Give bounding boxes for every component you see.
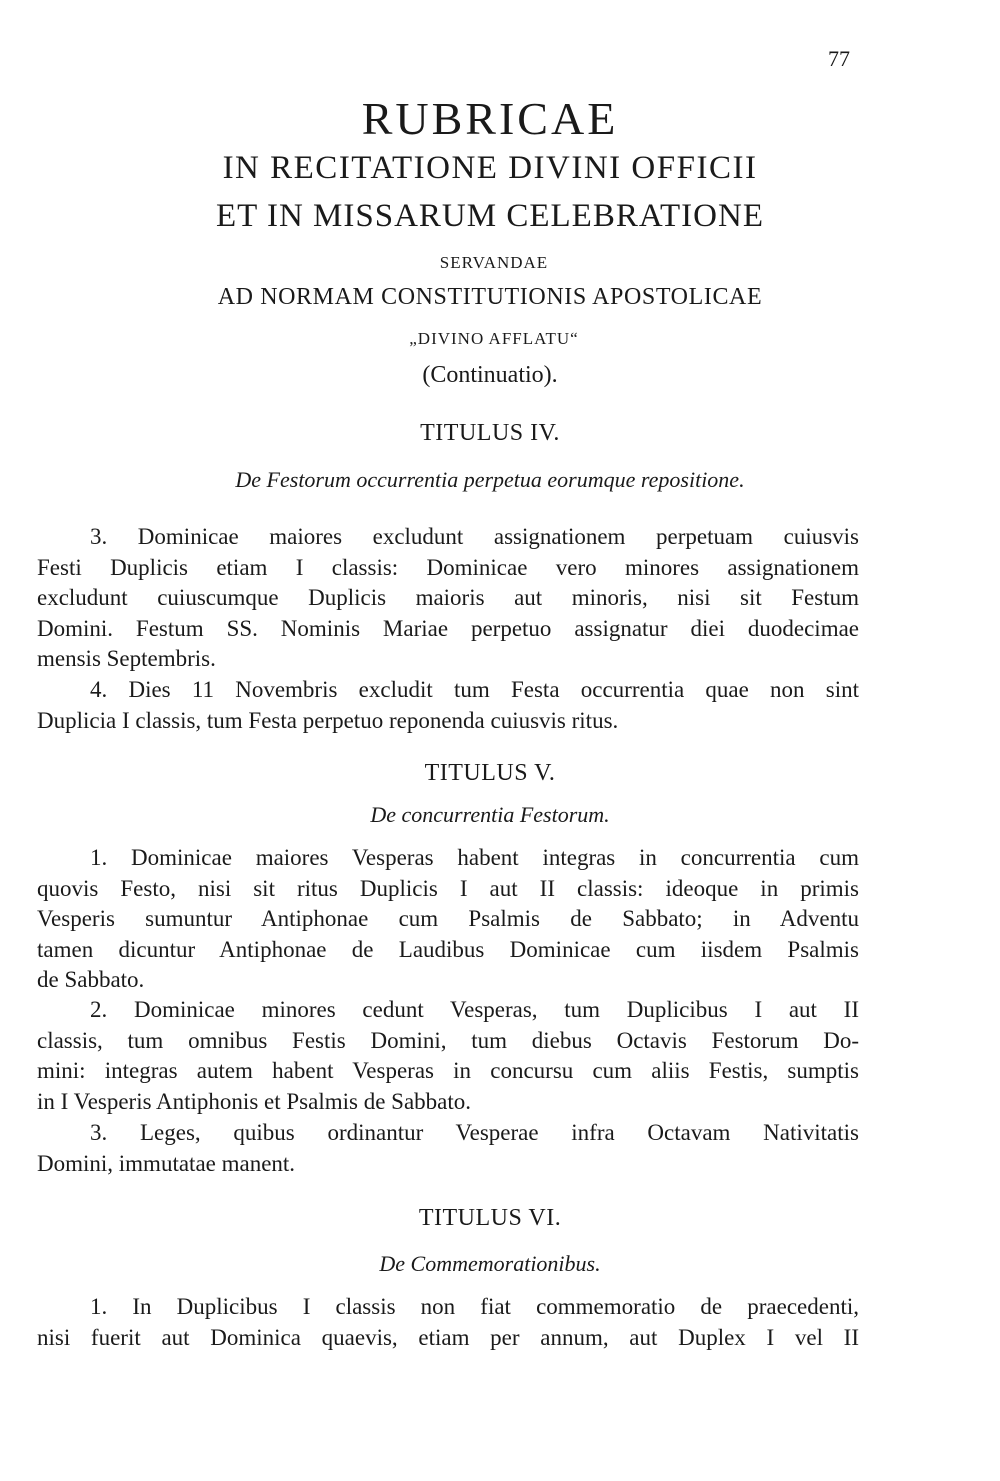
paragraph-line: 1. Dominicae maiores Vesperas habent integras in concurrentia cum [90,845,859,870]
main-title: RUBRICAE [361,93,619,144]
paragraph-line: 3. Leges, quibus ordinantur Vesperae infra Octavam Nativitatis [90,1120,859,1145]
section-subtitle-titulus-vi: De Commemorationibus. [379,1251,601,1276]
paragraph [37,675,859,736]
paragraph-line: 4. Dies 11 Novembris excludit tum Festa occurrentia quae non sint [90,677,859,702]
heading-line-1: IN RECITATIONE DIVINI OFFICII [222,150,758,186]
heading-line-2: ET IN MISSARUM CELEBRATIONE [216,198,764,234]
section-subtitle-titulus-iv: De Festorum occurrentia perpetua eorumque repositione. [235,467,745,492]
section-subtitle-titulus-v: De concurrentia Festorum. [370,802,610,827]
paragraph-line: classis, tum omnibus Festis Domini, tum diebus Octavis Festorum Do- [37,1027,859,1053]
heading-line-6: (Continuatio). [422,362,558,388]
paragraph-line: 1. In Duplicibus I classis non fiat commemoratio de praecedenti, [90,1294,859,1319]
paragraph-line: 2. Dominicae minores cedunt Vesperas, tum Duplicibus I aut II [90,997,859,1022]
section-title-titulus-vi: TITULUS VI. [418,1205,562,1231]
paragraph-line: nisi fuerit aut Dominica quaevis, etiam per annum, aut Duplex I vel II [37,1324,859,1350]
page-number: 77 [828,46,850,71]
heading-line-3: SERVANDAE [439,253,549,272]
paragraph-line: Domini, immutatae manent. [37,1150,296,1176]
paragraph-line: mini: integras autem habent Vesperas in concursu cum aliis Festis, sumptis [37,1058,859,1083]
paragraph-line: mensis Septembris. [37,646,216,671]
paragraph [37,843,859,996]
paragraph-line: Festi Duplicis etiam I classis: Dominicae vero minores assignationem [37,554,859,580]
paragraph [37,522,859,675]
paragraph-line: Domini. Festum SS. Nominis Mariae perpetuo assignatur diei duodecimae [37,615,859,641]
section-title-titulus-iv: TITULUS IV. [420,420,560,446]
paragraph [37,1292,859,1353]
paragraph-line: de Sabbato. [37,967,145,992]
paragraph [37,1118,859,1179]
paragraph-line: tamen dicuntur Antiphonae de Laudibus Dominicae cum iisdem Psalmis [37,936,859,962]
paragraph-line: 3. Dominicae maiores excludunt assignationem perpetuam cuiusvis [90,524,859,549]
paragraph-line: Duplicia I classis, tum Festa perpetuo reponenda cuiusvis ritus. [37,707,619,733]
heading-line-5: „DIVINO AFFLATU“ [409,329,579,348]
paragraph-line: quovis Festo, nisi sit ritus Duplicis I aut II classis: ideoque in primis [37,875,859,901]
section-title-titulus-v: TITULUS V. [424,760,556,786]
paragraph-line: Vesperis sumuntur Antiphonae cum Psalmis de Sabbato; in Adventu [37,906,859,931]
paragraph-line: excludunt cuiuscumque Duplicis maioris aut minoris, nisi sit Festum [37,585,859,610]
paragraph-line: in I Vesperis Antiphonis et Psalmis de Sabbato. [37,1088,472,1114]
heading-line-4: AD NORMAM CONSTITUTIONIS APOSTOLICAE [217,284,763,310]
paragraph [37,995,859,1117]
